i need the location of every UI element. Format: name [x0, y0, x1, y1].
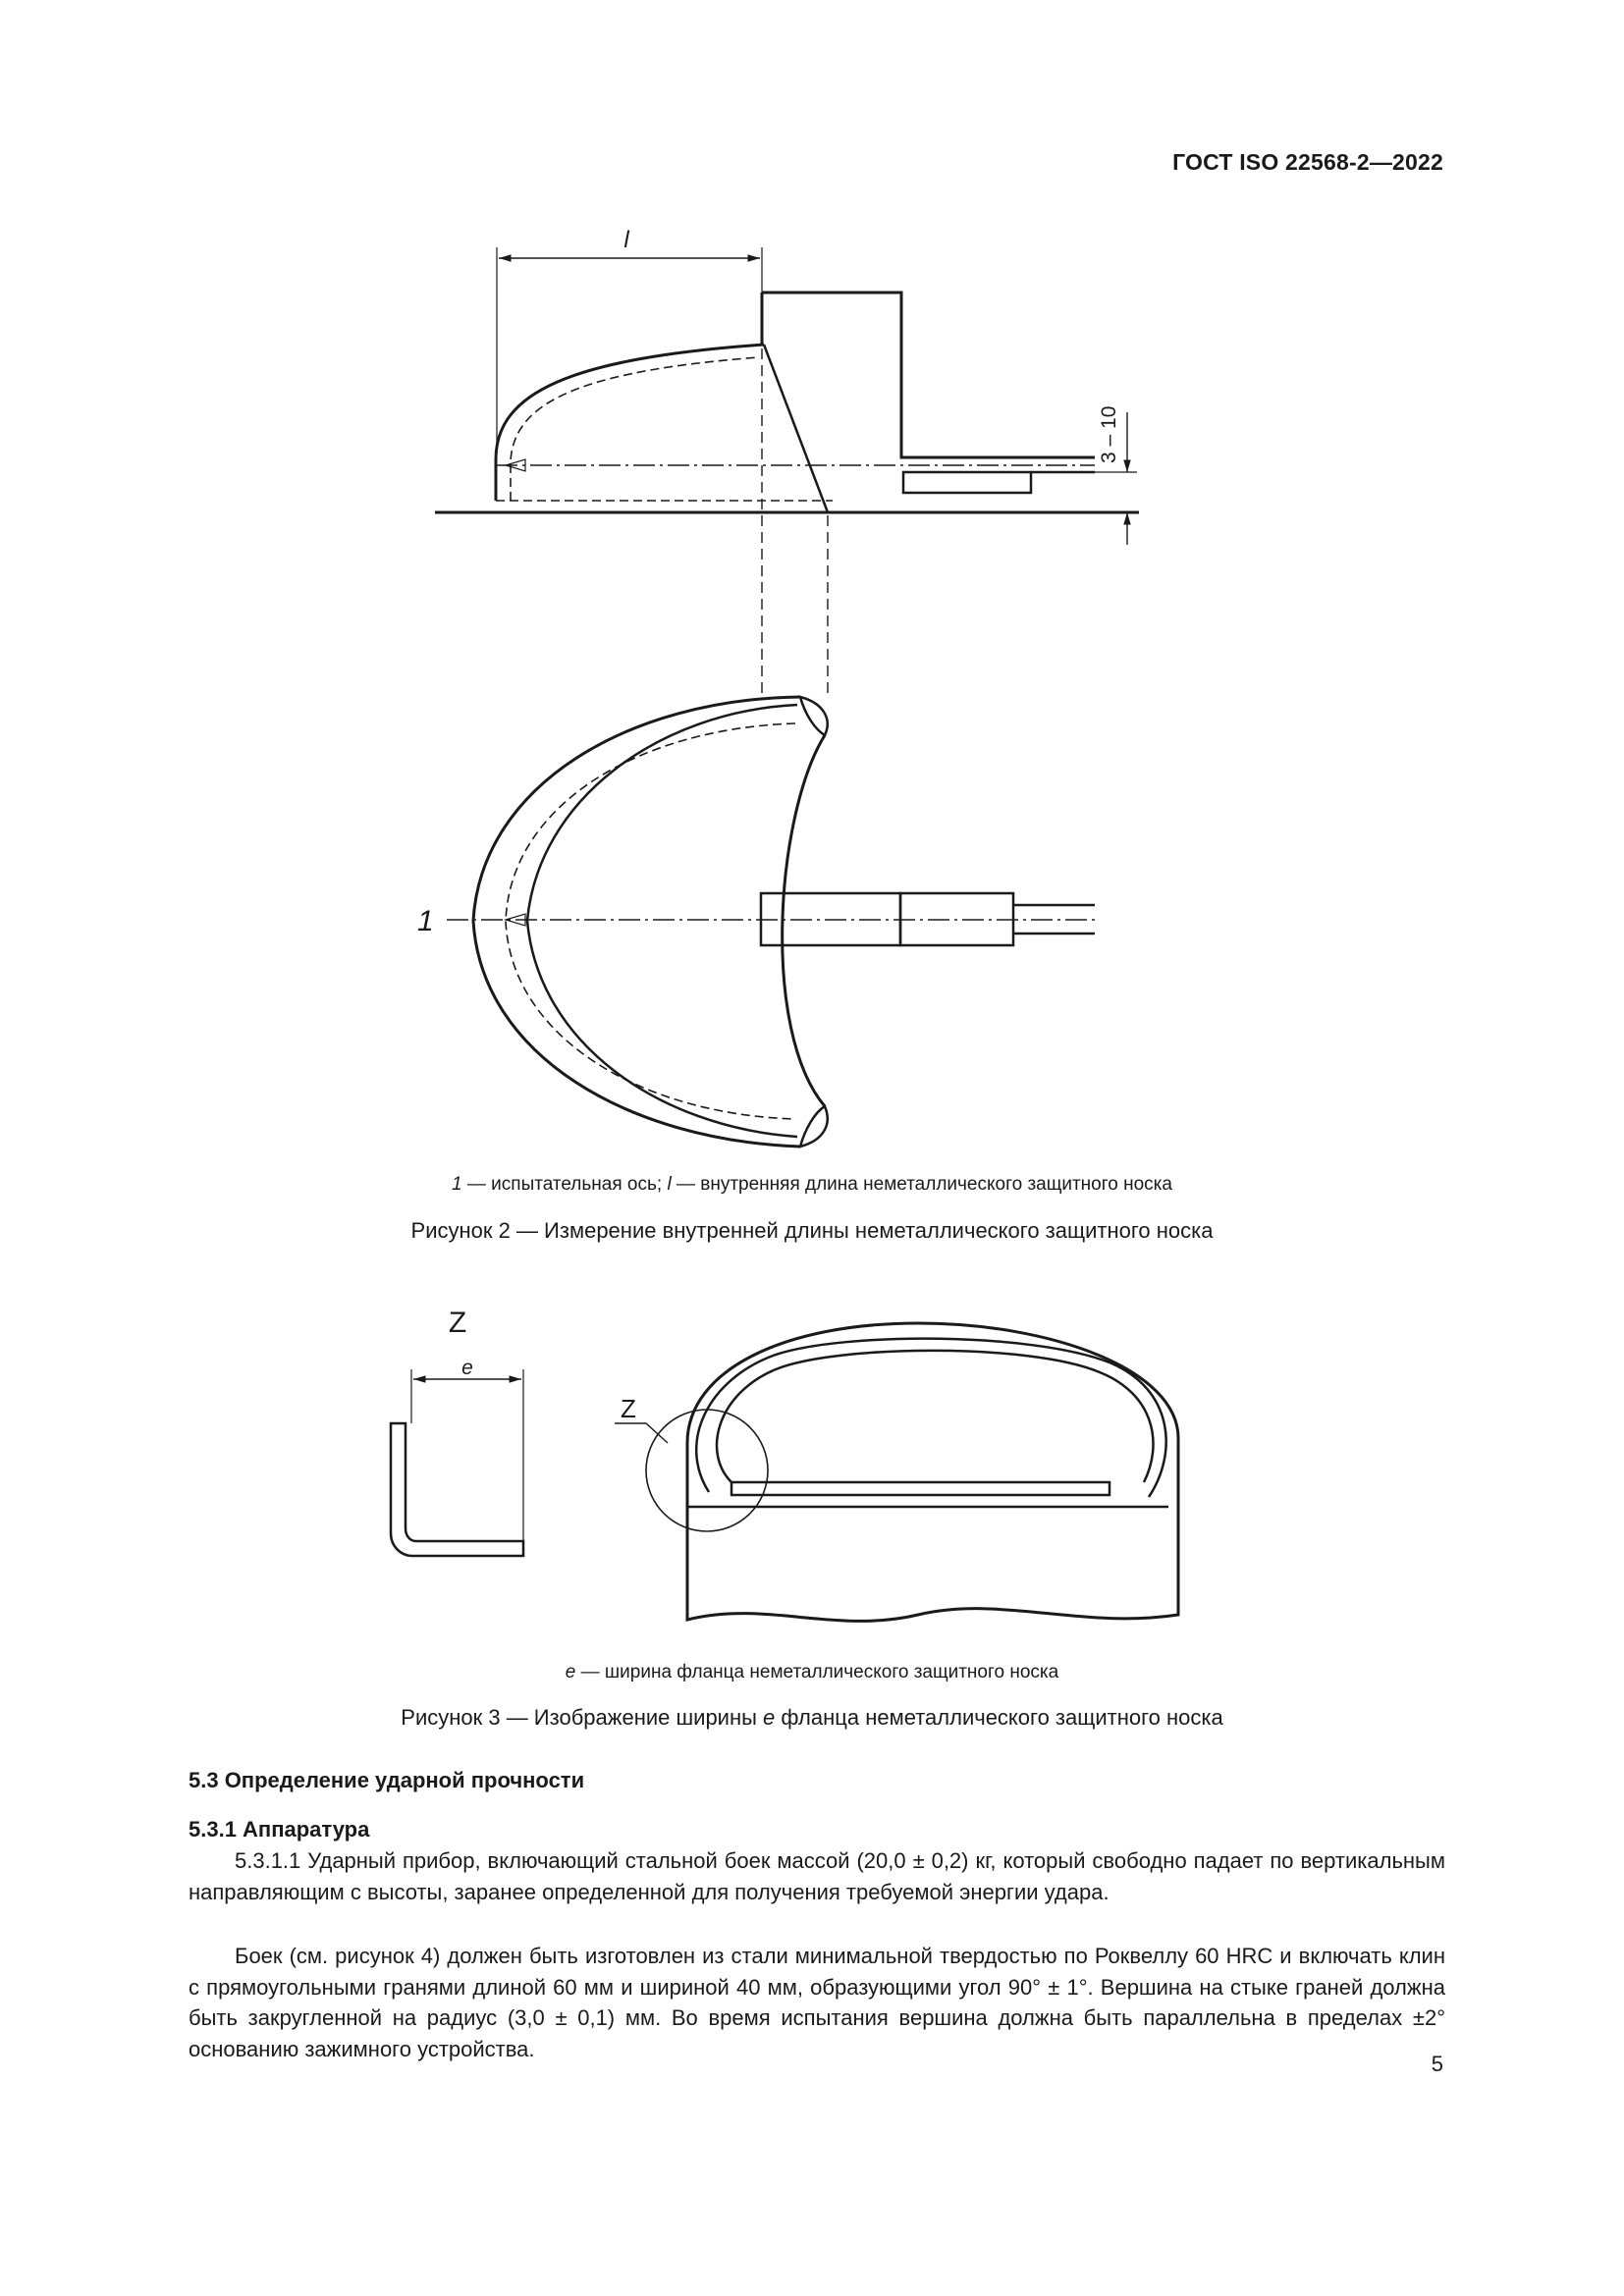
label-e: e [461, 1357, 473, 1379]
figure-2-legend: 1 — испытательная ось; l — внутренняя длина неметаллического защитного носка [452, 1174, 1172, 1195]
cap-inner [717, 1351, 1154, 1482]
label-l: l [623, 227, 629, 253]
figure-3-legend: e — ширина фланца неметаллического защитного носка [565, 1662, 1059, 1682]
paragraph-ram-description: Боек (см. рисунок 4) должен быть изготовлен из стали минимальной твердостью по Роквеллу 60 HRC и включать клин с прямоугольными гранями длиной 60 мм и шириной 40 мм, образующими угол 90° ± 1°. Вершина на стыке граней должна быть закругленной на радиус (3,0 ± 0,1) мм. Во время испытания вершина должна быть параллельна в пределах ±2° основанию зажимного устройства. [189, 1944, 1445, 2061]
detail-circle-z [646, 1410, 768, 1531]
figure-3-title: Рисунок 3 — Изображение ширины e фланца неметаллического защитного носка [401, 1705, 1223, 1730]
document-code: ГОСТ ISO 22568-2—2022 [1172, 149, 1443, 175]
label-z-detail: Z [448, 1307, 467, 1339]
label-3-10: 3 – 10 [1098, 405, 1120, 463]
paragraph-5-3-1-1: 5.3.1.1 Ударный прибор, включающий стальной боек массой (20,0 ± 0,2) кг, который свободно падает по вертикальным направляющим с высоты, заранее определенной для получения требуемой энергии удара. [189, 1848, 1445, 1904]
flange-detail [391, 1423, 523, 1556]
page-number: 5 [1431, 2052, 1443, 2076]
figure-2-title: Рисунок 2 — Измерение внутренней длины неметаллического защитного носка [410, 1218, 1214, 1243]
label-test-axis: 1 [417, 905, 434, 937]
section-5-3-1-heading: 5.3.1 Аппаратура [189, 1817, 370, 1842]
section-5-3-heading: 5.3 Определение ударной прочности [189, 1768, 585, 1792]
flange-strip [731, 1482, 1110, 1495]
label-z-view: Z [621, 1394, 636, 1423]
